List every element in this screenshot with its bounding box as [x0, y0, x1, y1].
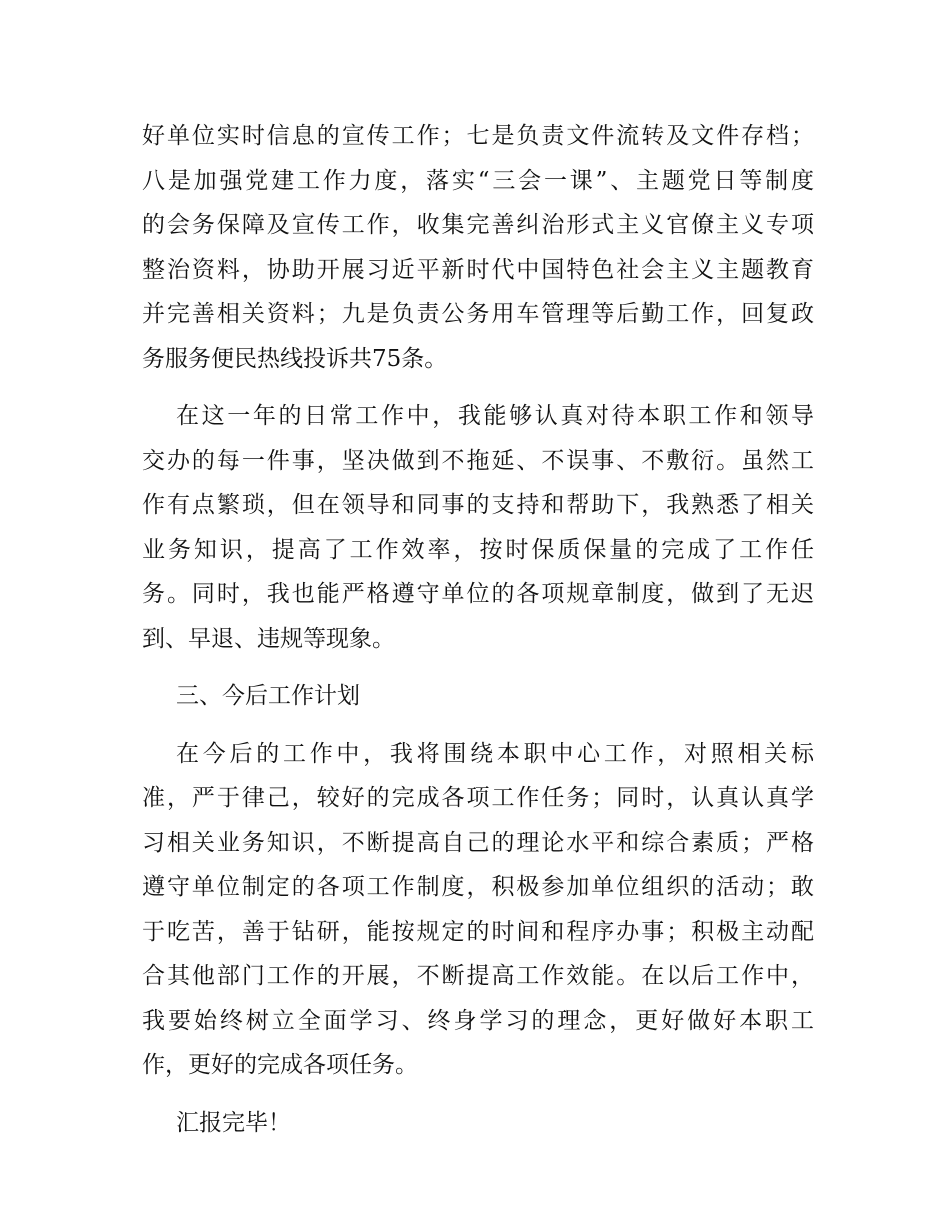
paragraph-daily-work	[142, 394, 814, 661]
text-line: 合其他部门工作的开展，不断提高工作效能。在以后工作中，	[142, 963, 814, 989]
text-line: 交办的每一件事，坚决做到不拖延、不误事、不敷衍。虽然工	[142, 447, 814, 474]
text-line: 我要始终树立全面学习、终身学习的理念，更好做好本职工	[142, 1007, 814, 1034]
text-line: 并完善相关资料；九是负责公务用车管理等后勤工作，回复政	[142, 301, 814, 327]
section-heading: 三、今后工作计划	[176, 683, 360, 709]
paragraph-spacer	[142, 719, 814, 732]
text-line: 业务知识，提高了工作效率，按时保质保量的完成了工作任	[142, 536, 814, 563]
text-line: 遵守单位制定的各项工作制度，积极参加单位组织的活动；敢	[142, 874, 814, 900]
text-line: 的会务保障及宣传工作，收集完善纠治形式主义官僚主义专项	[142, 212, 814, 238]
paragraph-future-plan	[142, 732, 814, 1088]
paragraph-spacer	[142, 1088, 814, 1101]
text-line: 在今后的工作中，我将围绕本职中心工作，对照相关标	[176, 740, 814, 767]
paragraph-spacer	[142, 661, 814, 674]
text-line: 务服务便民热线投诉共75条。	[142, 345, 448, 372]
document-page	[142, 114, 814, 1145]
text-line: 好单位实时信息的宣传工作；七是负责文件流转及文件存档；	[142, 123, 814, 149]
text-line: 八是加强党建工作力度，落实“三会一课”、主题党日等制度	[142, 167, 814, 194]
text-line: 作，更好的完成各项任务。	[142, 1052, 418, 1078]
text-line: 准，严于律己，较好的完成各项工作任务；同时，认真认真学	[142, 785, 814, 811]
text-line: 务。同时，我也能严格遵守单位的各项规章制度，做到了无迟	[142, 581, 814, 607]
section-heading-future-plan	[142, 674, 814, 719]
text-line: 到、早退、违规等现象。	[142, 625, 395, 652]
text-line: 整治资料，协助开展习近平新时代中国特色社会主义主题教育	[142, 256, 814, 283]
text-line: 于吃苦，善于钻研，能按规定的时间和程序办事；积极主动配	[142, 918, 814, 945]
text-line: 习相关业务知识，不断提高自己的理论水平和综合素质；严格	[142, 829, 814, 856]
closing-line: 汇报完毕！	[176, 1109, 291, 1136]
paragraph-spacer	[142, 381, 814, 394]
paragraph-closing	[142, 1101, 814, 1146]
text-line: 在这一年的日常工作中，我能够认真对待本职工作和领导	[176, 403, 814, 429]
text-line: 作有点繁琐，但在领导和同事的支持和帮助下，我熟悉了相关	[142, 492, 814, 518]
paragraph-duties-continued	[142, 114, 814, 381]
